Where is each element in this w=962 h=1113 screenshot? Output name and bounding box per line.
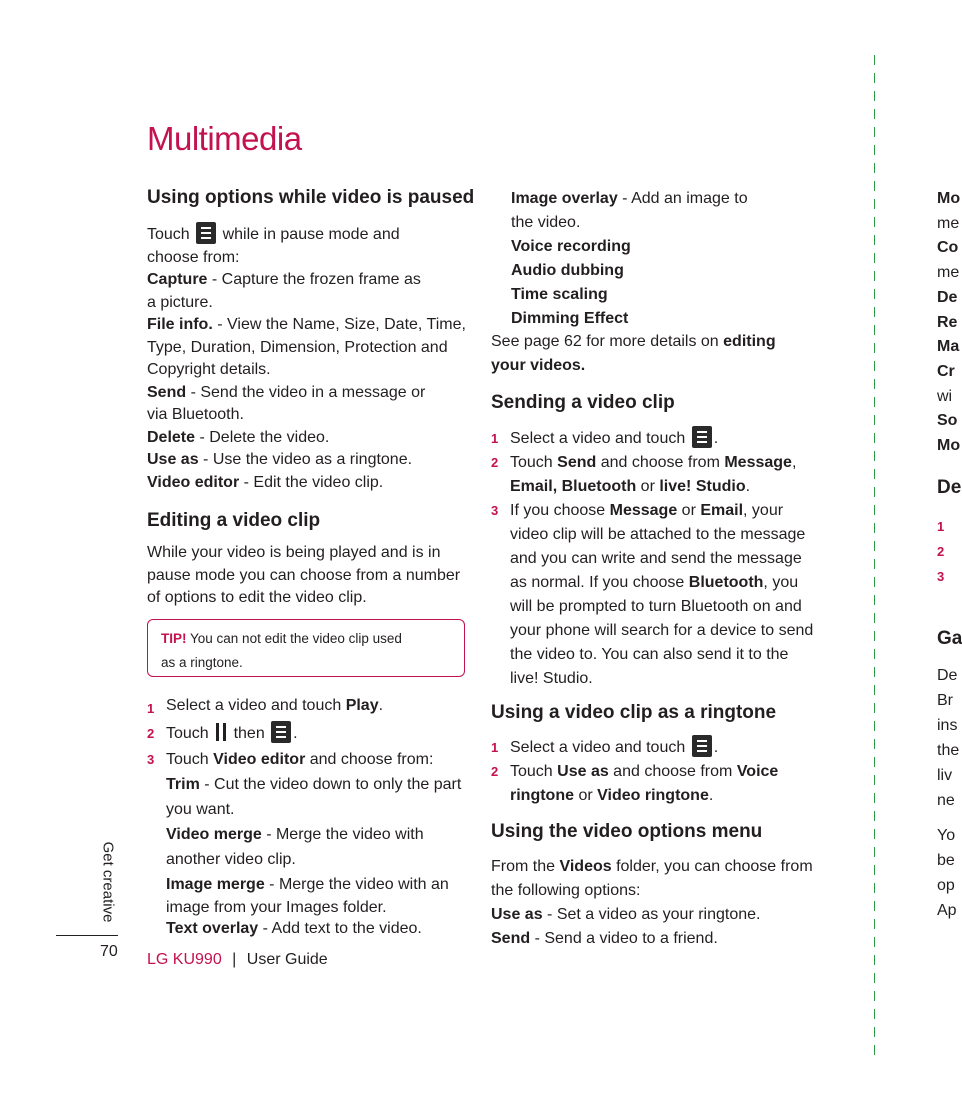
footer-guide: User Guide bbox=[246, 951, 328, 968]
see-page-note: See page 62 for more details on editing your videos. bbox=[491, 333, 776, 374]
sending-steps: 1 Select a video and touch . 2 Touch Send and choose from Message, Email, Bluetooth or live! Studio. 3 If you choose Message or Email, your video clip will be attached to the message and you can write and send the message as normal. If you choose Bluetooth, you will be prompted to turn Bluetooth on and your phone will search for a device to send the video to. You can also send it to the live! Studio. bbox=[491, 426, 821, 691]
menu-icon bbox=[692, 735, 712, 757]
heading-options-menu: Using the video options menu bbox=[491, 821, 763, 842]
dashed-margin-line bbox=[874, 55, 875, 1055]
clipped-para-2: Yo be op Ap bbox=[937, 827, 957, 919]
page-number: 70 bbox=[100, 943, 118, 960]
options-menu-text: From the Videos folder, you can choose from the following options: Use as - Set a video as your ringtone. Send - Send a video to a friend. bbox=[491, 858, 813, 947]
footer: LG KU990 | User Guide bbox=[147, 951, 328, 968]
menu-icon bbox=[271, 721, 291, 743]
page-title: Multimedia bbox=[147, 120, 302, 157]
clipped-heading-2: Ga bbox=[937, 628, 962, 649]
heading-options-paused: Using options while video is paused bbox=[147, 187, 475, 208]
paused-options-text: Touch while in pause mode and choose from: Capture - Capture the frozen frame as a picture. File info. - View the Name, Size, Date, Time, Type, Duration, Dimension, Protection and Copyright details. Send - Send the video in a message or via Bluetooth. Delete - Delete the video. Use as - Use the video as a ringtone. Video editor - Edit the video clip. bbox=[147, 222, 477, 494]
editor-options-cont: Image overlay - Add an image to the video. Voice recording Audio dubbing Time scaling Dimming Effect bbox=[511, 190, 748, 327]
footer-rule bbox=[56, 935, 118, 936]
tip-box: TIP! You can not edit the video clip used as a ringtone. bbox=[147, 619, 465, 677]
clipped-para-1: De Br ins the liv ne bbox=[937, 667, 960, 809]
pause-icon bbox=[215, 723, 227, 741]
heading-editing: Editing a video clip bbox=[147, 510, 321, 531]
heading-ringtone: Using a video clip as a ringtone bbox=[491, 702, 777, 723]
menu-icon bbox=[692, 426, 712, 448]
editing-intro: While your video is being played and is in pause mode you can choose from a number of options to edit the video clip. bbox=[147, 544, 461, 606]
menu-icon bbox=[196, 222, 216, 244]
heading-sending: Sending a video clip bbox=[491, 392, 675, 413]
clipped-numbers: 1 2 3 bbox=[937, 519, 945, 584]
footer-brand: LG KU990 bbox=[147, 951, 222, 968]
tip-label: TIP! bbox=[161, 631, 187, 646]
editing-steps: 1 Select a video and touch Play. 2 Touch then . 3 Touch Video editor and choose from: Trim - Cut the video down to only the part you want. Video merge - Merge the video with another video clip. Image merge - Merge the video with an image from your Images folder. Text overlay - Add text to the video. bbox=[147, 697, 462, 937]
clipped-column-top: Mo me Co me De Re Ma Cr wi So Mo bbox=[937, 190, 961, 455]
ringtone-steps: 1 Select a video and touch . 2 Touch Use as and choose from Voice ringtone or Video ringtone. bbox=[491, 735, 821, 808]
side-section-label: Get creative bbox=[99, 841, 117, 923]
clipped-heading-1: De bbox=[937, 477, 962, 498]
